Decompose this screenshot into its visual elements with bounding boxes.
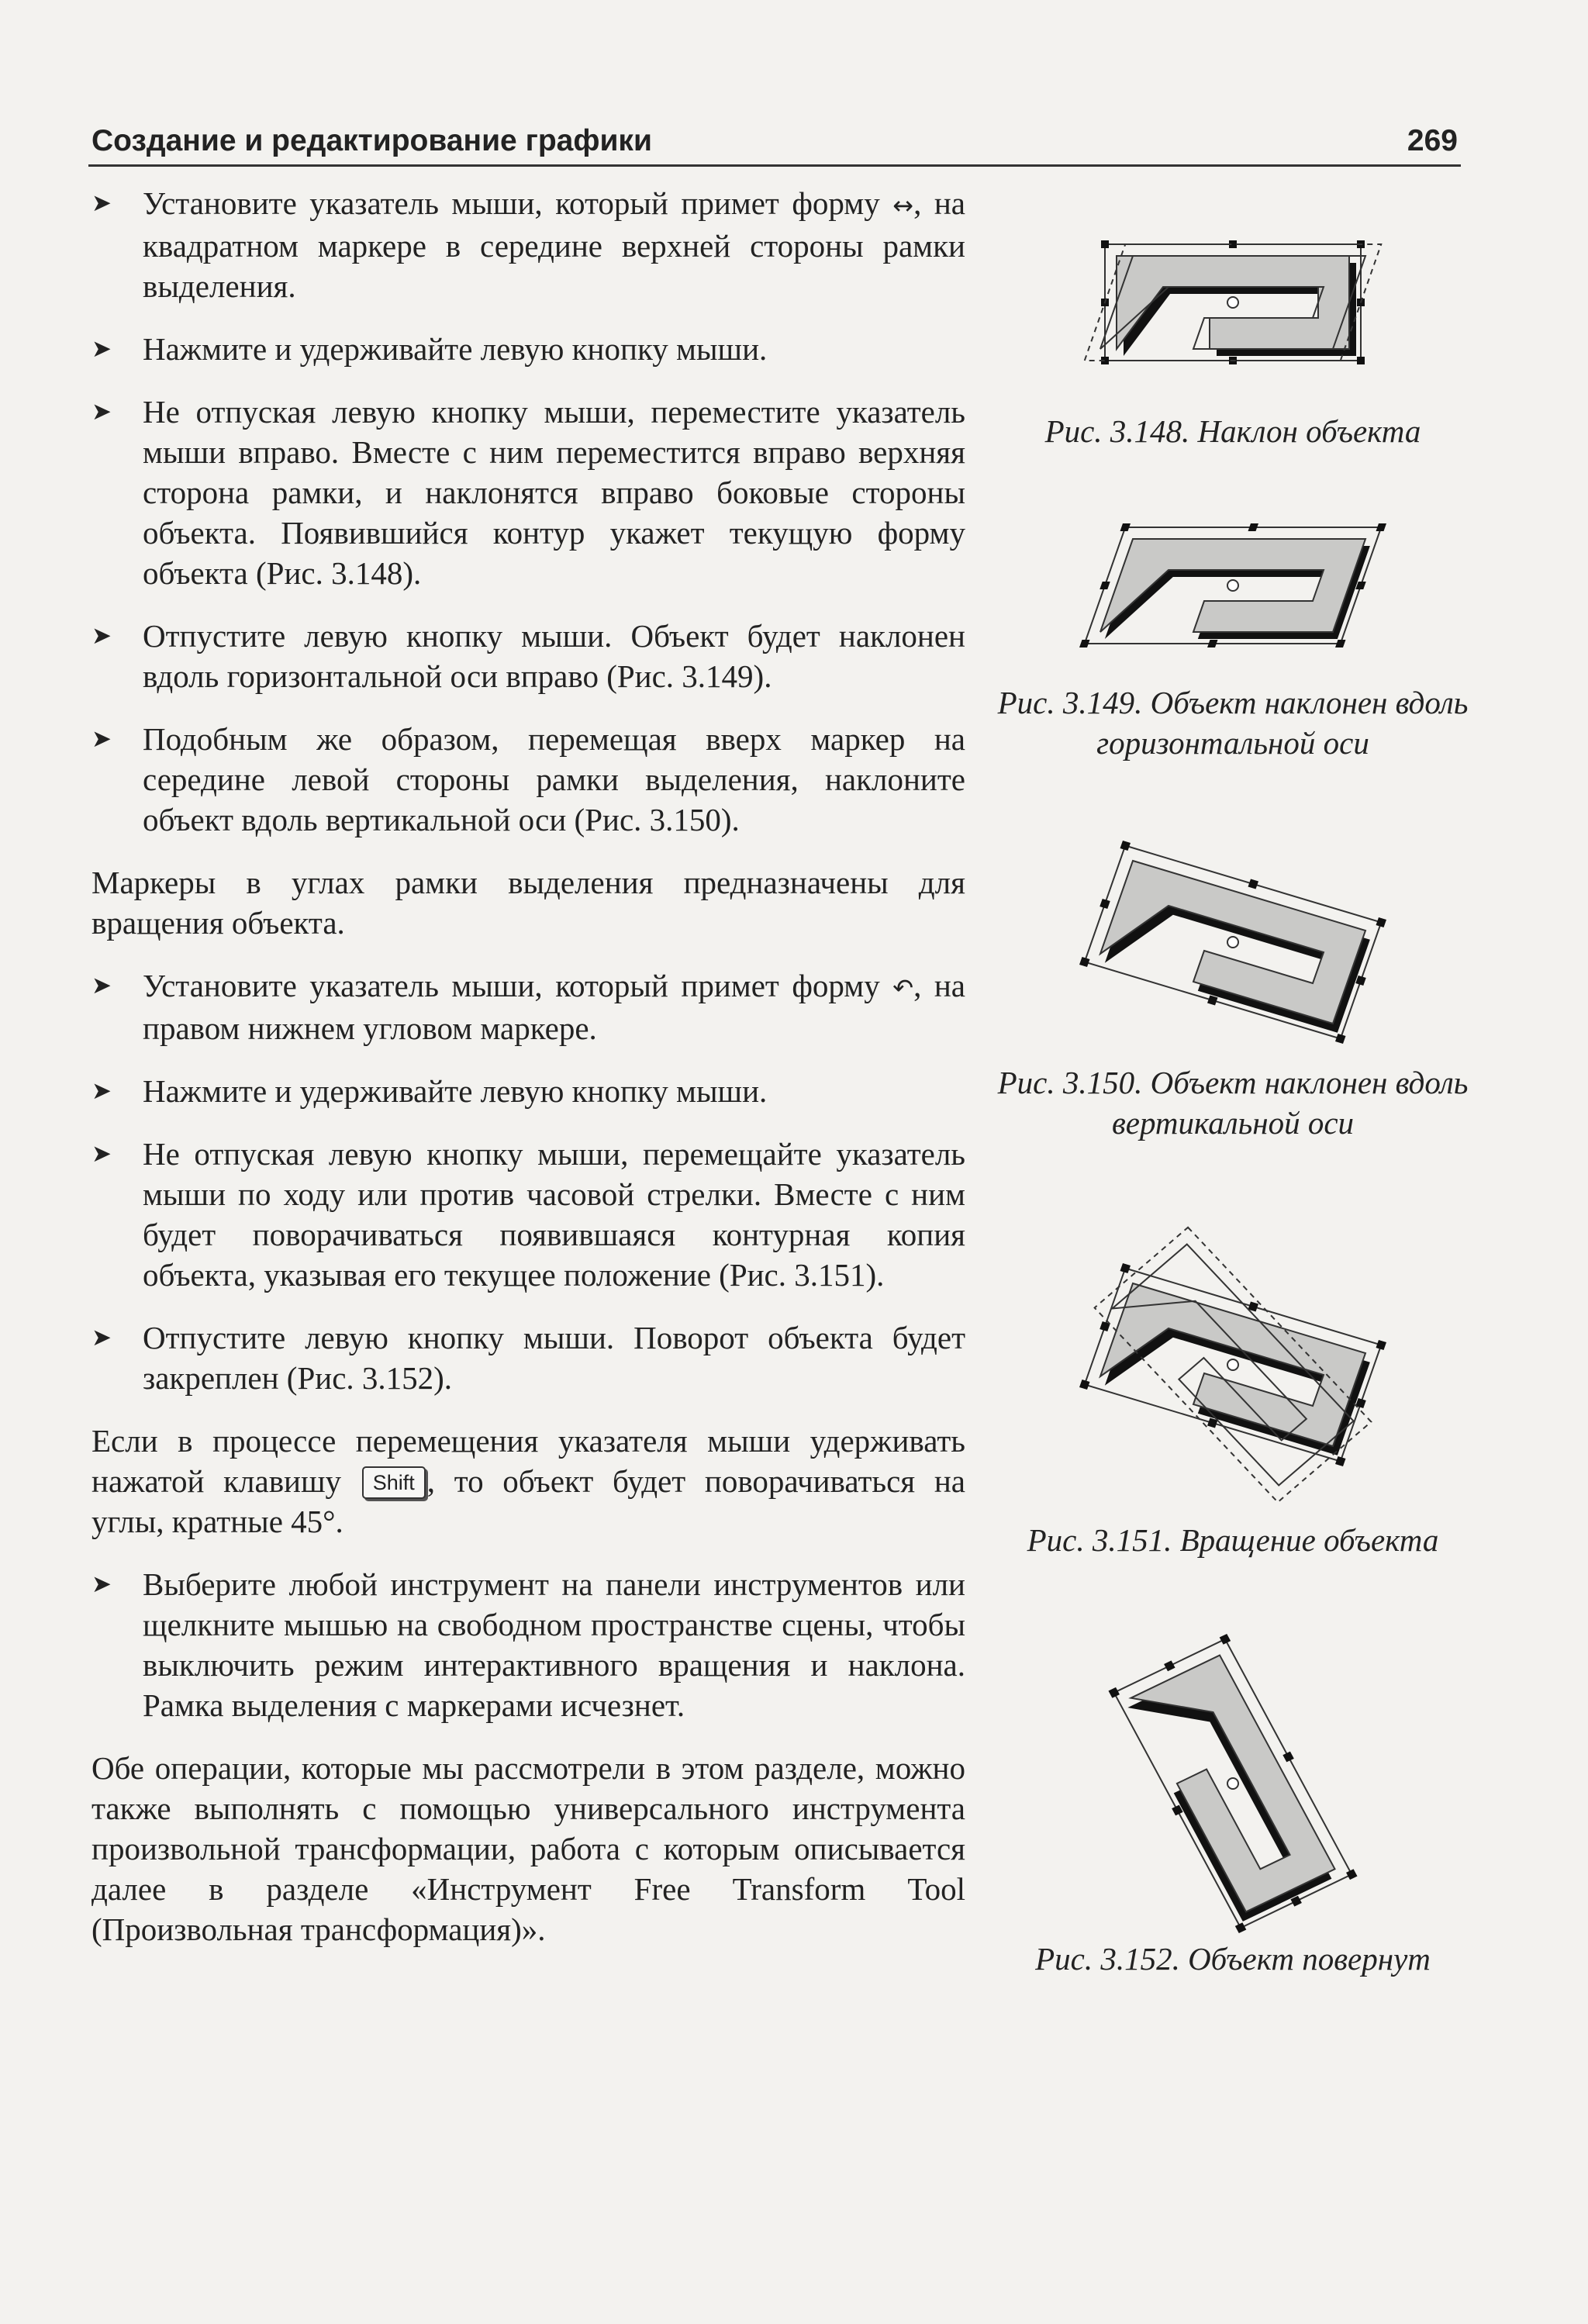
arrow-bullet-icon: ➤ xyxy=(91,335,112,363)
arrow-bullet-icon: ➤ xyxy=(91,1324,112,1352)
figure-illustration xyxy=(1055,1210,1411,1520)
figure-3-152 xyxy=(992,1628,1473,1979)
frame-handle xyxy=(1335,640,1346,647)
list-item: ➤ Не отпуская левую кнопку мыши, перемещайте указатель мыши по ходу или против часовой стрелки. Вместе с ним будет поворачиваться появившаяся контурная копия объекта, указывая его текущее положение (Рис. 3.151). xyxy=(91,1134,965,1295)
frame-handle xyxy=(1376,523,1387,531)
paragraph: Если в процессе перемещения указателя мыши удерживать нажатой клавишу Shift , то объект будет поворачиваться на углы, кратные 45°. xyxy=(91,1423,965,1539)
frame-handle xyxy=(1120,841,1131,851)
frame-handle xyxy=(1335,1456,1346,1466)
figure-caption: Рис. 3.150. Объект наклонен вдоль вертикальной оси xyxy=(997,1065,1469,1141)
frame-handle xyxy=(1100,899,1110,909)
frame-handle xyxy=(1079,957,1090,967)
arrow-bullet-icon: ➤ xyxy=(91,725,112,753)
list-item: ➤ Выберите любой инструмент на панели инструментов или щелкните мышью на свободном пространстве сцены, чтобы выключить режим интерактивного вращения и наклона. Рамка выделения с маркерами исчезнет. xyxy=(91,1564,965,1725)
frame-handle xyxy=(1108,1687,1119,1698)
frame-handle xyxy=(1376,917,1387,927)
list-item: ➤ Не отпуская левую кнопку мыши, переместите указатель мыши вправо. Вместе с ним переместится вправо верхняя сторона рамки, и наклонятся вправо боковые стороны объекта. Появившийся контур укажет текущую форму объекта (Рис. 3.148). xyxy=(91,392,965,593)
pivot-point-icon xyxy=(1227,297,1238,308)
arrow-bullet-icon: ➤ xyxy=(91,189,112,217)
rotate-cursor-icon: ↶ xyxy=(892,973,914,1003)
list-item: ➤ Отпустите левую кнопку мыши. Объект будет наклонен вдоль горизонтальной оси вправо (Рис. 3.149). xyxy=(91,616,965,696)
figure-caption: Рис. 3.151. Вращение объекта xyxy=(1027,1522,1439,1558)
figure-caption: Рис. 3.148. Наклон объекта xyxy=(1044,413,1421,449)
paragraph: Обе операции, которые мы рассмотрели в этом разделе, можно также выполнять с помощью универсального инструмента произвольной трансформации, работа с которым описывается далее в разделе «Инструмент Free Transform Tool (Произвольная трансформация)». xyxy=(91,1750,965,1947)
figure-caption: Рис. 3.149. Объект наклонен вдоль горизонтальной оси xyxy=(997,685,1469,761)
figure-illustration xyxy=(1055,194,1411,411)
frame-handle xyxy=(1079,640,1090,647)
figure-illustration xyxy=(1055,822,1411,1062)
arrow-bullet-icon: ➤ xyxy=(91,1570,112,1598)
frame-handle xyxy=(1376,1340,1387,1350)
pivot-point-icon xyxy=(1227,937,1238,948)
figure-3-150 xyxy=(992,822,1473,1143)
pivot-point-icon xyxy=(1227,580,1238,591)
frame-handle xyxy=(1335,1034,1346,1044)
frame-handle xyxy=(1282,1752,1293,1763)
arrow-bullet-icon: ➤ xyxy=(91,972,112,1000)
chapter-title: Создание и редактирование графики xyxy=(91,124,652,157)
frame-handle xyxy=(1207,640,1218,647)
list-item: ➤ Нажмите и удерживайте левую кнопку мыши. xyxy=(91,329,965,369)
figure-3-151 xyxy=(992,1210,1473,1560)
frame-handle xyxy=(1346,1869,1357,1880)
figure-3-149 xyxy=(992,489,1473,763)
list-item: ➤ Нажмите и удерживайте левую кнопку мыши. xyxy=(91,1071,965,1111)
page-header xyxy=(88,121,1461,167)
frame-handle xyxy=(1120,1263,1131,1273)
figure-caption: Рис. 3.152. Объект повернут xyxy=(1035,1941,1431,1977)
frame-handle xyxy=(1248,523,1259,531)
frame-handle xyxy=(1101,240,1109,248)
frame-handle xyxy=(1248,879,1259,889)
figure-illustration xyxy=(1055,489,1411,682)
shift-key-icon: Shift xyxy=(362,1466,426,1499)
frame-handle xyxy=(1164,1660,1175,1671)
frame-handle xyxy=(1235,1922,1246,1933)
list-item: ➤ Подобным же образом, перемещая вверх маркер на середине левой стороны рамки выделения, наклоните объект вдоль вертикальной оси (Рис. 3.150). xyxy=(91,719,965,840)
frame-handle xyxy=(1357,357,1365,364)
arrow-bullet-icon: ➤ xyxy=(91,622,112,650)
figure-illustration xyxy=(1055,1628,1411,1939)
frame-handle xyxy=(1207,996,1218,1006)
page-number: 269 xyxy=(1407,124,1458,157)
frame-handle xyxy=(1355,976,1366,986)
frame-handle xyxy=(1079,1380,1090,1390)
figure-3-148 xyxy=(992,194,1473,451)
frame-handle xyxy=(1220,1634,1231,1645)
frame-handle xyxy=(1100,582,1110,589)
list-item: ➤ Установите указатель мыши, который примет форму ↶, на правом нижнем угловом маркере. xyxy=(91,965,965,1048)
pivot-point-icon xyxy=(1227,1359,1238,1370)
text-column xyxy=(91,183,965,1972)
frame-handle xyxy=(1120,523,1131,531)
list-item: ➤ Отпустите левую кнопку мыши. Поворот объекта будет закреплен (Рис. 3.152). xyxy=(91,1317,965,1398)
resize-cursor-icon: ↔ xyxy=(892,191,914,220)
paragraph: Маркеры в углах рамки выделения предназначены для вращения объекта. xyxy=(91,865,965,941)
frame-handle xyxy=(1355,582,1366,589)
list-item: ➤ Установите указатель мыши, который примет форму ↔, на квадратном маркере в середине верхней стороны рамки выделения. xyxy=(91,183,965,306)
arrow-bullet-icon: ➤ xyxy=(91,1077,112,1105)
arrow-bullet-icon: ➤ xyxy=(91,398,112,426)
pivot-point-icon xyxy=(1227,1778,1238,1789)
arrow-bullet-icon: ➤ xyxy=(91,1140,112,1168)
